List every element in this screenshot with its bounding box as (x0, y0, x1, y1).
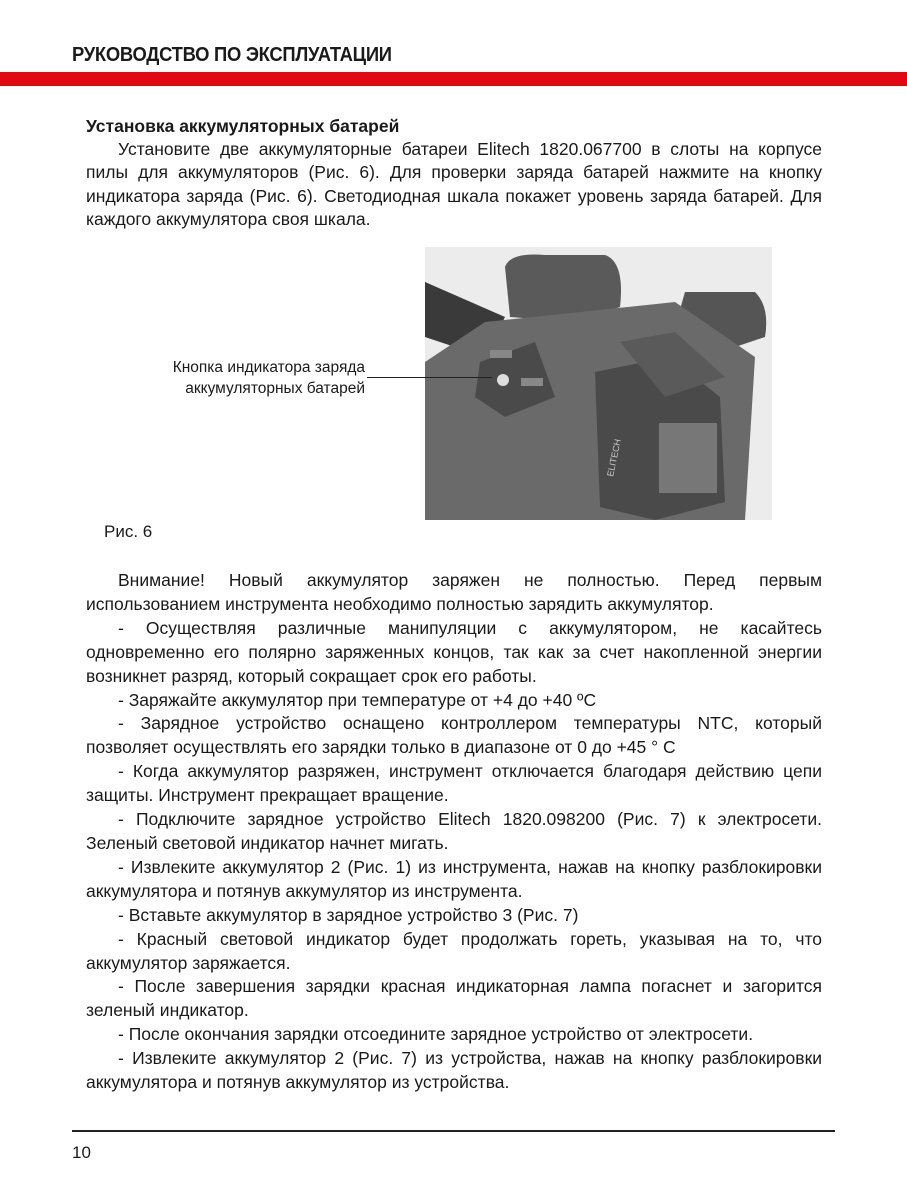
intro-text: Установите две аккумуляторные батареи Elitech 1820.067700 в слоты на корпусе пилы для аккумуляторов (Рис. 6). Для проверки заряда батарей нажмите на кнопку индикатора заряда (Рис. 6). Светодиодная шкала покажет уровень заряда батарей. Для каждого аккумулятора своя шкала. (86, 139, 822, 229)
page-header-title: РУКОВОДСТВО ПО ЭКСПЛУАТАЦИИ (72, 44, 392, 66)
page-number: 10 (72, 1143, 91, 1162)
instruction-item: - Осуществляя различные манипуляции с аккумулятором, не касайтесь одновременно его полярно заряженных концов, так как за счет накопленной энергии возникнет разряд, который сокращает срок его работы. (86, 617, 822, 686)
instruction-item: - Извлеките аккумулятор 2 (Рис. 7) из устройства, нажав на кнопку разблокировки аккумулятора и потянув аккумулятор из устройства. (86, 1048, 822, 1093)
section-title: Установка аккумуляторных батарей (86, 116, 400, 136)
warning-paragraph: Внимание! Новый аккумулятор заряжен не полностью. Перед первым использованием инструмента необходимо полностью зарядить аккумулятор. (86, 570, 822, 614)
instruction-item: - Заряжайте аккумулятор при температуре от +4 до +40 ºС (118, 689, 597, 710)
instruction-item: - После завершения зарядки красная индикаторная лампа погаснет и загорится зеленый индикатор. (86, 976, 822, 1021)
chainsaw-battery-photo (425, 247, 772, 520)
instruction-item: - Когда аккумулятор разряжен, инструмент отключается благодаря действию цепи защиты. Инструмент прекращает вращение. (86, 761, 822, 806)
instruction-item: - Зарядное устройство оснащено контроллером температуры NTC, который позволяет осуществлять его зарядки только в диапазоне от 0 до +45 ° С (86, 713, 822, 758)
header-red-bar (0, 72, 907, 86)
instruction-item: - После окончания зарядки отсоедините зарядное устройство от электросети. (118, 1024, 754, 1045)
instruction-item: - Красный световой индикатор будет продолжать гореть, указывая на то, что аккумулятор заряжается. (86, 928, 822, 973)
intro-paragraph (86, 138, 822, 231)
callout-leader-line (367, 377, 492, 378)
figure-caption: Рис. 6 (104, 522, 153, 541)
callout-line-1: Кнопка индикатора заряда (172, 359, 365, 376)
callout-line-2: аккумуляторных батарей (185, 380, 365, 397)
instruction-item: - Подключите зарядное устройство Elitech 1820.098200 (Рис. 7) к электросети. Зеленый световой индикатор начнет мигать. (86, 809, 822, 853)
indicator-button-callout (100, 357, 365, 399)
instructions-body (86, 569, 822, 1095)
footer-rule (72, 1130, 835, 1132)
instruction-item: - Вставьте аккумулятор в зарядное устройство 3 (Рис. 7) (118, 904, 579, 925)
instruction-item: - Извлеките аккумулятор 2 (Рис. 1) из инструмента, нажав на кнопку разблокировки аккумулятора и потянув аккумулятор из инструмента. (86, 856, 822, 901)
photo-brand-label: ELITECH (605, 438, 623, 478)
